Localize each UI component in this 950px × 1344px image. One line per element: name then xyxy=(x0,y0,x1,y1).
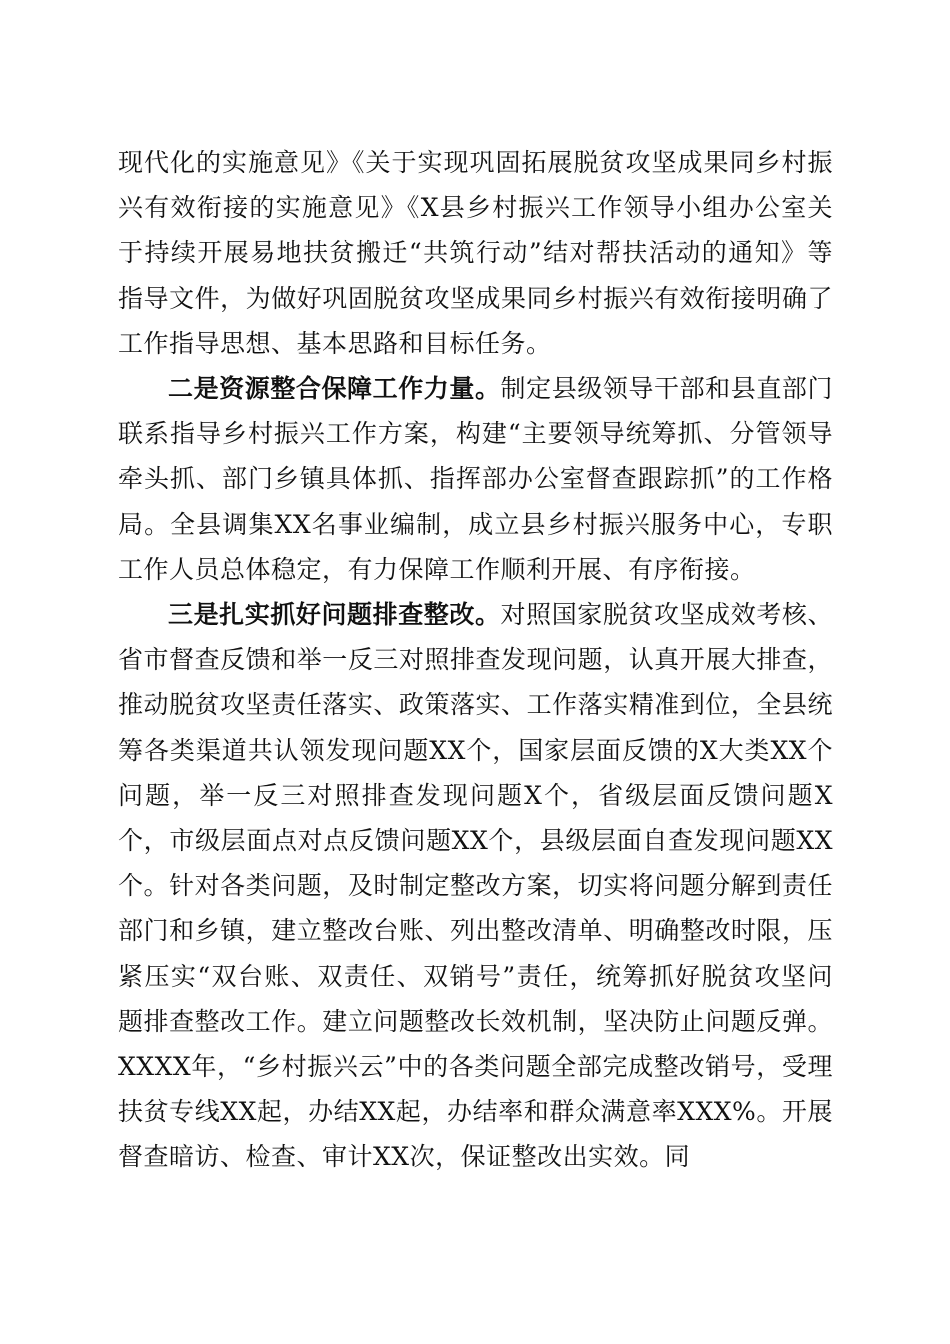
paragraph-body: 对照国家脱贫攻坚成效考核、省市督查反馈和举一反三对照排查发现问题，认真开展大排查，推动脱贫攻坚责任落实、政策落实、工作落实精准到位，全县统筹各类渠道共认领发现问题XX个，国家层面反馈的X大类XX个问题，举一反三对照排查发现问题X个，省级层面反馈问题X个，市级层面点对点反馈问题XX个，县级层面自查发现问题XX个。针对各类问题，及时制定整改方案，切实将问题分解到责任部门和乡镇，建立整改台账、列出整改清单、明确整改时限，压紧压实“双台账、双责任、双销号”责任，统筹抓好脱贫攻坚问题排查整改工作。建立问题整改长效机制，坚决防止问题反弹。XXXX年，“乡村振兴云”中的各类问题全部完成整改销号，受理扶贫专线XX起，办结XX起，办结率和群众满意率XXX%。开展督查暗访、检查、审计XX次，保证整改出实效。同 xyxy=(118,600,833,1172)
paragraph-lead: 三是扎实抓好问题排查整改。 xyxy=(168,600,501,630)
paragraph-lead: 二是资源整合保障工作力量。 xyxy=(168,374,501,404)
document-page xyxy=(118,140,833,1180)
paragraph-body: 现代化的实施意见》《关于实现巩固拓展脱贫攻坚成果同乡村振兴有效衔接的实施意见》《X县乡村振兴工作领导小组办公室关于持续开展易地扶贫搬迁“共筑行动”结对帮扶活动的通知》等指导文件，为做好巩固脱贫攻坚成果同乡村振兴有效衔接明确了工作指导思想、基本思路和目标任务。 xyxy=(118,148,833,358)
paragraph-problem-rectification xyxy=(118,592,833,1180)
paragraph-resource-integration xyxy=(118,366,833,592)
paragraph-body: 制定县级领导干部和县直部门联系指导乡村振兴工作方案，构建“主要领导统筹抓、分管领导牵头抓、部门乡镇具体抓、指挥部办公室督查跟踪抓”的工作格局。全县调集XX名事业编制，成立县乡村振兴服务中心，专职工作人员总体稳定，有力保障工作顺利开展、有序衔接。 xyxy=(118,374,833,584)
paragraph-continuation xyxy=(118,140,833,366)
